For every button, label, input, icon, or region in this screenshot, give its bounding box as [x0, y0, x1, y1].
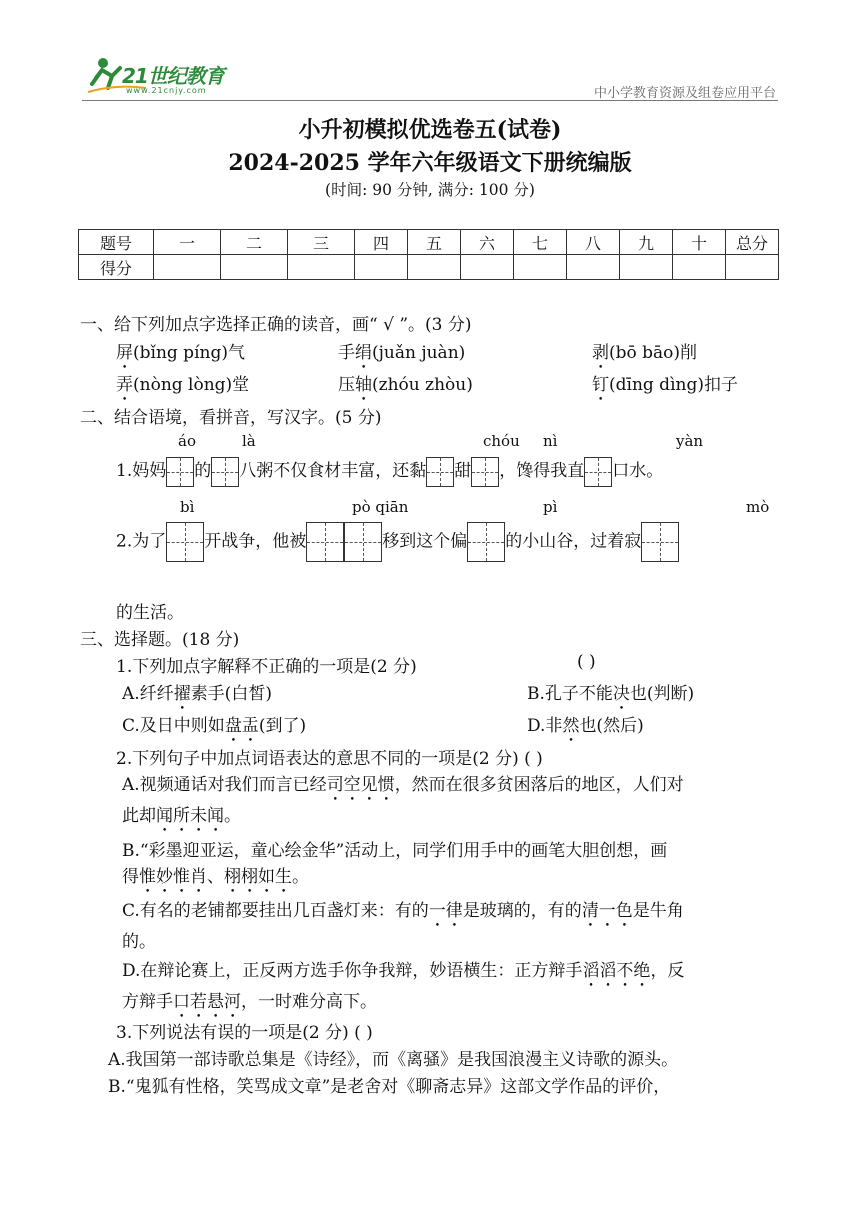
score-header-cell: 九: [620, 230, 673, 255]
s3-q1-option-d[interactable]: [527, 711, 644, 746]
s2-q2-text: 开战争，他被: [204, 531, 307, 552]
s1-item-text: 压: [338, 375, 355, 395]
pinyin-bi: bì: [180, 498, 195, 516]
answer-box-mo[interactable]: [641, 522, 679, 562]
option-text: ，一时难分高下。: [241, 992, 377, 1012]
pinyin-ao: áo: [178, 432, 196, 450]
s3-q2-option-b-cont: [122, 862, 309, 897]
answer-box-ao[interactable]: [166, 457, 194, 487]
score-table-header-row: [79, 230, 779, 255]
s2-q2-line: [116, 522, 679, 562]
s3-q2-stem: 2.下列句子中加点词语表达的意思不同的一项是(2 分) ( ): [116, 749, 543, 769]
option-text: C.及日中则如: [122, 716, 225, 736]
score-header-cell: 七: [514, 230, 567, 255]
s2-q2-tail: 的生活。: [116, 603, 184, 623]
score-table-score-row: [79, 255, 779, 280]
score-table: [78, 229, 779, 280]
answer-box-bi[interactable]: [166, 522, 204, 562]
s1-dotted-char: 弄: [116, 375, 133, 395]
s1-item-2: [338, 338, 465, 373]
s2-q2-text: 的小山谷，过着寂: [505, 531, 642, 552]
option-text: ，反: [650, 961, 685, 981]
s2-q1-text: 八粥不仅食材丰富，还黏: [239, 461, 427, 481]
pinyin-mo: mò: [746, 498, 770, 516]
option-text: 是玻璃的，有的: [462, 901, 582, 921]
header-divider: [82, 100, 778, 101]
page-subtitle: 2024-2025 学年六年级语文下册统编版: [228, 150, 632, 176]
answer-box-yan[interactable]: [584, 457, 612, 487]
s2-q1-text: 甜: [454, 461, 472, 481]
s3-q2-option-d-cont: [122, 987, 377, 1022]
score-header-cell: 八: [567, 230, 620, 255]
option-text: 是牛角: [632, 901, 684, 921]
s3-q1-answer-paren[interactable]: ( ): [577, 652, 596, 672]
option-text: B.孔子不能: [527, 684, 613, 704]
s1-dotted-char: 剥: [592, 343, 609, 363]
s2-q2-text: 移到这个偏: [382, 531, 468, 552]
option-text: 、: [207, 867, 224, 887]
score-header-cell: 题号: [79, 230, 154, 255]
pinyin-chou: chóu: [483, 432, 520, 450]
section-2-heading: 二、结合语境，看拼音，写汉字。(5 分): [80, 408, 382, 428]
option-text: A.视频通话对我们而言已经: [122, 775, 327, 795]
pinyin-po-qian: pò qiān: [352, 498, 409, 516]
s1-item-text: (nòng lòng)堂: [133, 375, 250, 395]
option-text: 此却: [122, 806, 156, 826]
section-1-heading: 一、给下列加点字选择正确的读音，画“ √ ”。(3 分): [80, 315, 472, 335]
s1-item-4: [116, 370, 249, 405]
pinyin-ni: nì: [543, 432, 558, 450]
s2-q1-line: [116, 456, 663, 487]
s2-q1-text: ，馋得我直: [499, 461, 585, 481]
score-input-cell[interactable]: [514, 255, 567, 280]
dotted-word: 滔滔不绝: [582, 961, 651, 981]
score-header-cell: 五: [408, 230, 461, 255]
s3-q2-option-d[interactable]: [122, 956, 684, 991]
dotted-word: 栩栩如生: [224, 867, 292, 887]
s3-q3-option-b[interactable]: B.“鬼狐有性格，笑骂成文章”是老舍对《聊斋志异》这部文学作品的评价，: [108, 1077, 671, 1097]
s2-q1-text: 1.妈妈: [116, 461, 167, 481]
exam-info: (时间: 90 分钟, 满分: 100 分): [325, 181, 535, 199]
score-header-cell: 二: [221, 230, 288, 255]
pinyin-pi: pì: [543, 498, 558, 516]
s2-q1-text: 口水。: [612, 461, 664, 481]
score-input-cell[interactable]: [221, 255, 288, 280]
page-title: 小升初模拟优选卷五(试卷): [298, 117, 562, 143]
s3-q3-option-a[interactable]: A.我国第一部诗歌总集是《诗经》，而《离骚》是我国浪漫主义诗歌的源头。: [108, 1050, 679, 1070]
score-input-cell[interactable]: [567, 255, 620, 280]
option-text: 。: [224, 806, 241, 826]
s1-item-text: (bō bāo)削: [609, 343, 698, 363]
option-text: 方辩手: [122, 992, 173, 1012]
option-text: C.有名的老铺都要挂出几百盏灯来：有的: [122, 901, 429, 921]
answer-box-la[interactable]: [211, 457, 239, 487]
s1-item-6: [592, 370, 738, 405]
dotted-char: 擢: [173, 684, 191, 704]
logo-text: 21世纪教育: [122, 64, 224, 88]
option-text: 素手(白皙): [190, 684, 272, 704]
dotted-word: 口若悬河: [173, 992, 241, 1012]
s1-dotted-char: 屏: [116, 343, 133, 363]
score-row-label: 得分: [79, 255, 154, 280]
option-text: 也(然后): [579, 716, 644, 736]
s3-q1-option-a[interactable]: [122, 679, 272, 714]
answer-box-po[interactable]: [306, 522, 344, 562]
s1-item-text: (dīng dìng)扣子: [609, 375, 738, 395]
s3-q2-option-c-cont: 的。: [122, 932, 156, 952]
s2-q1-text: 的: [194, 461, 212, 481]
dotted-word: 闻所未闻: [156, 806, 224, 826]
score-input-cell[interactable]: [154, 255, 221, 280]
s1-dotted-char: 钉: [592, 375, 609, 395]
platform-name: 中小学教育资源及组卷应用平台: [593, 86, 776, 101]
s3-q2-option-a[interactable]: [122, 770, 684, 805]
option-text: ，然而在很多贫困落后的地区，人们对: [394, 775, 684, 795]
option-text: D.在辩论赛上，正反两方选手你争我辩，妙语横生：正方辩手: [122, 961, 583, 981]
score-input-cell[interactable]: [673, 255, 726, 280]
option-text: 。: [292, 867, 309, 887]
score-header-cell: 四: [355, 230, 408, 255]
section-3-heading: 三、选择题。(18 分): [80, 630, 240, 650]
score-input-cell[interactable]: [726, 255, 779, 280]
s3-q1-option-c[interactable]: [122, 711, 306, 746]
s3-q2-option-a-cont: [122, 801, 241, 836]
logo-url: www.21cnjy.com: [126, 86, 207, 95]
s1-dotted-char: 绢: [355, 343, 372, 363]
dotted-char: 盘盂: [224, 716, 259, 736]
s1-item-5: [338, 370, 473, 405]
s3-q2-option-c[interactable]: [122, 896, 684, 931]
answer-box-qian[interactable]: [344, 522, 382, 562]
score-input-cell[interactable]: [355, 255, 408, 280]
s2-q2-text: 2.为了: [116, 531, 167, 552]
s3-q3-stem: 3.下列说法有误的一项是(2 分) ( ): [116, 1023, 373, 1043]
score-header-cell: 一: [154, 230, 221, 255]
dotted-char: 决: [612, 684, 630, 704]
s1-item-1: [116, 338, 245, 373]
score-input-cell[interactable]: [461, 255, 514, 280]
score-header-cell: 总分: [726, 230, 779, 255]
dotted-char: 然: [562, 716, 580, 736]
s1-item-text: (juǎn juàn): [372, 343, 466, 363]
score-header-cell: 十: [673, 230, 726, 255]
score-input-cell[interactable]: [288, 255, 355, 280]
dotted-word: 惟妙惟肖: [139, 867, 207, 887]
option-text: A.纤纤: [122, 684, 174, 704]
option-text: 得: [122, 867, 139, 887]
s1-item-text: 手: [338, 343, 355, 363]
s1-item-text: (bǐng píng)气: [133, 343, 245, 363]
pinyin-yan: yàn: [676, 432, 704, 450]
answer-box-chou[interactable]: [426, 457, 454, 487]
answer-box-pi[interactable]: [467, 522, 505, 562]
option-text: (到了): [258, 716, 307, 736]
score-header-cell: 六: [461, 230, 514, 255]
s3-q1-stem: 1.下列加点字解释不正确的一项是(2 分): [116, 657, 417, 677]
s1-dotted-char: 轴: [355, 375, 372, 395]
dotted-word: 清一色: [581, 901, 633, 921]
option-text: 也(判断): [629, 684, 695, 704]
dotted-word: 司空见惯: [326, 775, 395, 795]
score-input-cell[interactable]: [620, 255, 673, 280]
s3-q1-option-b[interactable]: [527, 679, 694, 714]
score-input-cell[interactable]: [408, 255, 461, 280]
pinyin-la: là: [242, 432, 256, 450]
option-text: D.非: [527, 716, 563, 736]
s3-q2-option-b[interactable]: B.“彩墨迎亚运，童心绘金华”活动上，同学们用手中的画笔大胆创想，画: [122, 841, 668, 861]
s1-item-3: [592, 338, 697, 373]
score-header-cell: 三: [288, 230, 355, 255]
s1-item-text: (zhóu zhòu): [372, 375, 473, 395]
dotted-word: 一律: [428, 901, 463, 921]
answer-box-ni[interactable]: [471, 457, 499, 487]
